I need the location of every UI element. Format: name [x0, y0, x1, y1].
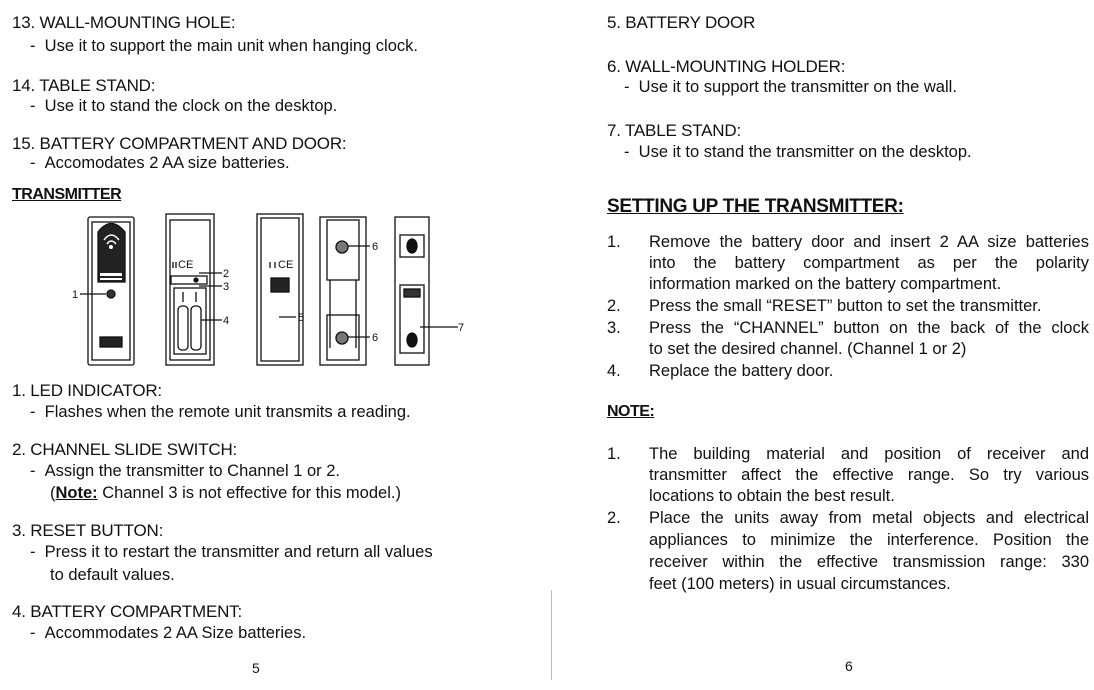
item-15-heading: 15. BATTERY COMPARTMENT AND DOOR: — [12, 134, 347, 153]
note-label: Note: — [55, 484, 98, 502]
ce-mark-back-closed: CE — [278, 259, 294, 271]
setup-step-1-line-1: Remove the battery door and insert 2 AA size batteries — [649, 233, 1089, 251]
page-number-right: 6 — [845, 658, 853, 674]
item-6-text: - Use it to support the transmitter on the wall. — [624, 78, 957, 96]
note-1-num: 1. — [607, 445, 621, 463]
item-7-text: - Use it to stand the transmitter on the desktop. — [624, 143, 972, 161]
setup-step-3-line-2: to set the desired channel. (Channel 1 or 2) — [649, 340, 967, 358]
callout-3: 3 — [223, 281, 230, 293]
callout-7: 7 — [458, 322, 465, 334]
note-1-line-2: transmitter affect the effective range. So try various — [649, 466, 1089, 484]
item-1-heading: 1. LED INDICATOR: — [12, 381, 162, 400]
setup-step-2-num: 2. — [607, 297, 621, 315]
item-7-heading: 7. TABLE STAND: — [607, 121, 741, 140]
page-number-left: 5 — [252, 660, 260, 676]
setup-step-3-num: 3. — [607, 319, 621, 337]
table-stand-unit — [395, 217, 458, 365]
callout-2: 2 — [223, 268, 230, 280]
note-2-line-4: feet (100 meters) in usual circumstances. — [649, 575, 951, 593]
setup-step-3-line-1: Press the “CHANNEL” button on the back of the clock — [649, 319, 1089, 337]
page-divider — [551, 590, 552, 680]
back-open-unit — [166, 214, 222, 365]
led-indicator — [107, 290, 115, 298]
back-closed-unit — [257, 214, 303, 365]
callout-1: 1 — [72, 289, 79, 301]
setup-step-4-line-1: Replace the battery door. — [649, 362, 834, 380]
ce-mark-back-open: CE — [178, 259, 194, 271]
setup-step-2-line-1: Press the small “RESET” button to set the transmitter. — [649, 297, 1042, 315]
wall-mount-hole-lower — [336, 332, 348, 344]
item-1-text: - Flashes when the remote unit transmits a reading. — [30, 403, 411, 421]
item-4-heading: 4. BATTERY COMPARTMENT: — [12, 602, 242, 621]
item-3-text-cont: to default values. — [50, 566, 175, 584]
callout-4: 4 — [223, 315, 230, 327]
transmitter-title: TRANSMITTER — [12, 186, 122, 203]
item-14-text: - Use it to stand the clock on the desktop. — [30, 97, 338, 115]
wall-mount-hole-upper — [336, 241, 348, 253]
setup-step-1-num: 1. — [607, 233, 621, 251]
transmitter-diagram — [70, 210, 540, 370]
item-6-heading: 6. WALL-MOUNTING HOLDER: — [607, 57, 846, 76]
setup-step-1-line-3: information marked on the battery compartment. — [649, 275, 1002, 293]
item-2-note: (Note: Channel 3 is not effective for this model.) — [50, 484, 401, 502]
item-14-heading: 14. TABLE STAND: — [12, 76, 156, 95]
front-view-unit — [80, 217, 134, 365]
callout-6-upper: 6 — [372, 241, 379, 253]
item-5-heading: 5. BATTERY DOOR — [607, 13, 756, 32]
item-13-heading: 13. WALL-MOUNTING HOLE: — [12, 13, 236, 32]
note-2-line-2: appliances to minimize the interference. Position the — [649, 531, 1089, 549]
note-1-line-3: locations to obtain the best result. — [649, 487, 895, 505]
item-13-text: - Use it to support the main unit when hanging clock. — [30, 37, 418, 55]
item-3-text: - Press it to restart the transmitter and return all values — [30, 543, 433, 561]
item-15-text: - Accomodates 2 AA size batteries. — [30, 154, 290, 172]
item-2-heading: 2. CHANNEL SLIDE SWITCH: — [12, 440, 238, 459]
note-1-line-1: The building material and position of receiver and — [649, 445, 1089, 463]
setup-title: SETTING UP THE TRANSMITTER: — [607, 196, 904, 217]
item-4-text: - Accommodates 2 AA Size batteries. — [30, 624, 307, 642]
note-2-line-3: receiver within the effective transmission range: 330 — [649, 553, 1089, 571]
note-2-num: 2. — [607, 509, 621, 527]
setup-step-1-line-2: into the battery compartment as per the polarity — [649, 254, 1089, 272]
callout-6-lower: 6 — [372, 332, 379, 344]
setup-step-4-num: 4. — [607, 362, 621, 380]
note-title: NOTE: — [607, 403, 655, 420]
note-2-line-1: Place the units away from metal objects and electrical — [649, 509, 1089, 527]
back-holder-unit — [320, 217, 370, 365]
item-3-heading: 3. RESET BUTTON: — [12, 521, 164, 540]
callout-5: 5 — [298, 312, 305, 324]
item-2-text: - Assign the transmitter to Channel 1 or 2. — [30, 462, 340, 480]
